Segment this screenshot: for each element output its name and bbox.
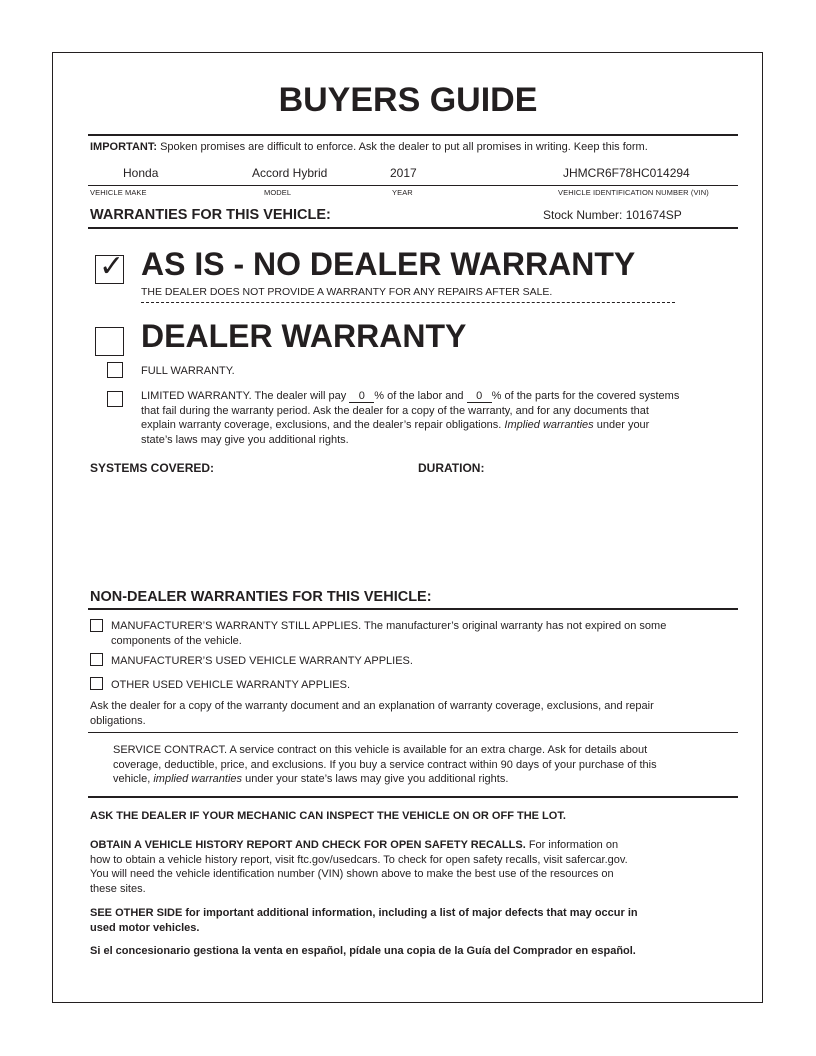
ask-dealer-line-1: Ask the dealer for a copy of the warranty document and an explanation of warranty coverage, exclusions, and repair (90, 700, 654, 712)
form-title: BUYERS GUIDE (278, 81, 538, 119)
limited-line-3a: explain warranty coverage, exclusions, and the dealer’s repair obligations. (141, 419, 502, 432)
service-contract-line-3a: vehicle, (113, 773, 151, 786)
manufacturer-warranty-text (111, 619, 731, 648)
as-is-dashed-rule (141, 302, 675, 303)
service-contract-line-2: coverage, deductible, price, and exclusions. If you buy a service contract within 90 days of your purchase of this (113, 758, 657, 771)
history-line-4: these sites. (90, 882, 146, 895)
stock-number: Stock Number: 101674SP (543, 208, 682, 222)
see-other-side-line-2: used motor vehicles. (90, 921, 200, 934)
as-is-title: AS IS - NO DEALER WARRANTY (141, 246, 636, 282)
service-contract-rule (88, 796, 738, 798)
vehicle-vin-value: JHMCR6F78HC014294 (563, 166, 690, 180)
warranties-heading: WARRANTIES FOR THIS VEHICLE: (90, 207, 331, 223)
see-other-side-text (90, 906, 730, 935)
ask-dealer-line-2: obligations. (90, 714, 146, 727)
checkmark-icon: ✓ (99, 249, 125, 284)
manufacturer-warranty-checkbox[interactable] (90, 619, 103, 632)
service-contract-line-1: SERVICE CONTRACT. A service contract on this vehicle is available for an extra charge. Ask for details about (113, 744, 648, 756)
duration-label: DURATION: (418, 461, 485, 475)
dealer-warranty-title: DEALER WARRANTY (141, 318, 467, 354)
non-dealer-rule (88, 608, 738, 610)
vehicle-vin-label: VEHICLE IDENTIFICATION NUMBER (VIN) (558, 188, 709, 197)
limited-warranty-checkbox[interactable] (107, 391, 123, 407)
vehicle-year-label: YEAR (392, 188, 413, 197)
full-warranty-label: FULL WARRANTY. (141, 365, 235, 377)
history-line-1-rest: For information on (528, 839, 619, 851)
limited-text-2: % of the labor and (374, 390, 464, 402)
see-other-side-line-1: SEE OTHER SIDE for important additional information, including a list of major defects that may occur in (90, 907, 638, 919)
warranties-rule (88, 227, 738, 229)
manufacturer-warranty-line-2: components of the vehicle. (111, 634, 242, 647)
limited-line-3b: Implied warranties (504, 419, 594, 432)
other-used-warranty-text: OTHER USED VEHICLE WARRANTY APPLIES. (111, 679, 351, 691)
manufacturer-used-warranty-text: MANUFACTURER’S USED VEHICLE WARRANTY APPLIES. (111, 655, 413, 667)
ask-dealer-rule (88, 732, 738, 733)
limited-line-4: state’s laws may give you additional rights. (141, 433, 349, 446)
non-dealer-heading: NON-DEALER WARRANTIES FOR THIS VEHICLE: (90, 589, 432, 605)
important-notice (90, 140, 648, 154)
vehicle-make-label: VEHICLE MAKE (90, 188, 147, 197)
important-text: Spoken promises are difficult to enforce. Ask the dealer to put all promises in writing. Keep this form. (160, 141, 648, 153)
dealer-warranty-checkbox[interactable] (95, 327, 124, 356)
other-used-warranty-checkbox[interactable] (90, 677, 103, 690)
history-bold: OBTAIN A VEHICLE HISTORY REPORT AND CHECK FOR OPEN SAFETY RECALLS. (90, 839, 526, 851)
history-line-3: You will need the vehicle identification number (VIN) shown above to make the best use of the resources on (90, 868, 614, 881)
vehicle-year-value: 2017 (390, 166, 417, 180)
limited-text-1: LIMITED WARRANTY. The dealer will pay (141, 390, 347, 402)
vehicle-model-label: MODEL (264, 188, 292, 197)
mechanic-notice: ASK THE DEALER IF YOUR MECHANIC CAN INSPECT THE VEHICLE ON OR OFF THE LOT. (90, 810, 566, 822)
labor-percent: 0 (349, 391, 374, 403)
limited-line-3c: under your (596, 419, 650, 432)
vehicle-model-value: Accord Hybrid (252, 166, 328, 180)
manufacturer-warranty-line-1: MANUFACTURER’S WARRANTY STILL APPLIES. The manufacturer’s original warranty has not expired on some (111, 620, 667, 632)
manufacturer-used-warranty-checkbox[interactable] (90, 653, 103, 666)
limited-line-2: that fail during the warranty period. Ask the dealer for a copy of the warranty, and for any documents that (141, 404, 649, 417)
as-is-subtitle: THE DEALER DOES NOT PROVIDE A WARRANTY FOR ANY REPAIRS AFTER SALE. (141, 286, 553, 298)
vehicle-make-value: Honda (123, 166, 159, 180)
history-line-2: how to obtain a vehicle history report, visit ftc.gov/usedcars. To check for open safety recalls, visit safercar.gov. (90, 853, 628, 866)
service-contract-line-3b: implied warranties (153, 773, 243, 786)
parts-percent: 0 (467, 391, 492, 403)
vehicle-info-rule (88, 185, 738, 186)
full-warranty-checkbox[interactable] (107, 362, 123, 378)
limited-text-3: % of the parts for the covered systems (491, 390, 680, 402)
service-contract-line-3c: under your state’s laws may give you additional rights. (245, 773, 509, 786)
systems-covered-label: SYSTEMS COVERED: (90, 461, 215, 475)
limited-warranty-text (141, 389, 741, 447)
as-is-checkbox[interactable] (95, 249, 125, 284)
important-label: IMPORTANT: (90, 141, 158, 153)
title-rule (88, 134, 738, 136)
spanish-notice: Si el concesionario gestiona la venta en español, pídale una copia de la Guía del Comprador en español. (90, 945, 636, 957)
service-contract-text (113, 743, 733, 787)
ask-dealer-warranty-text (90, 699, 730, 728)
vehicle-history-text (90, 838, 730, 896)
